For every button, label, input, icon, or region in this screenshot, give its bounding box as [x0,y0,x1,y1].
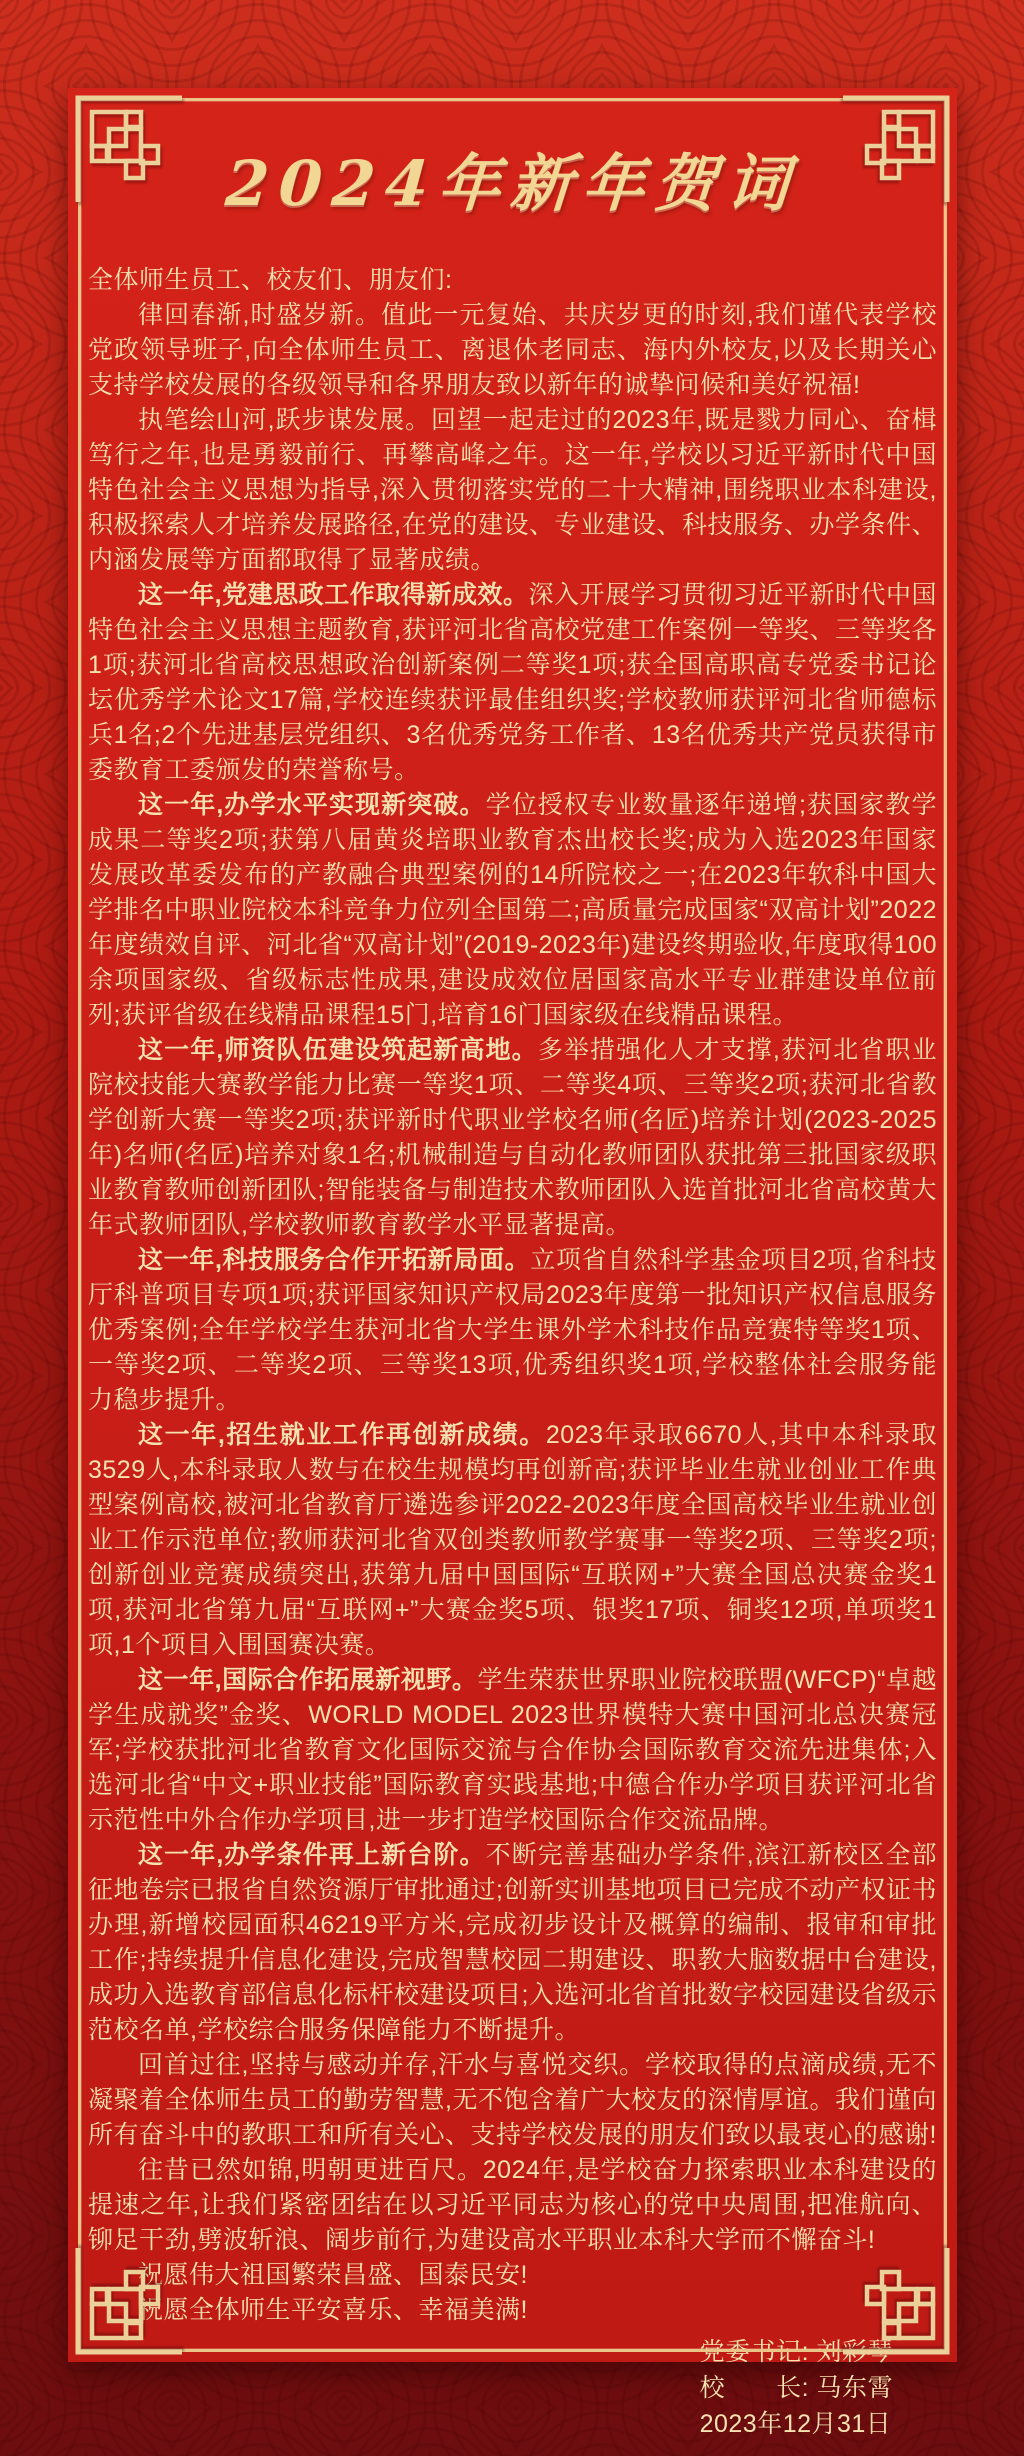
page-title: 2024年新年贺词 [223,147,801,220]
paragraph [88,1418,937,1663]
paragraph [88,1033,937,1243]
salutation: 全体师生员工、校友们、朋友们: [88,266,453,294]
paragraph-lead: 这一年,办学水平实现新突破。 [138,791,486,819]
signature-president [700,2370,893,2406]
paragraph-text: 深入开展学习贯彻习近平新时代中国特色社会主义思想主题教育,获评河北省高校党建工作案例一等奖、三等奖各1项;获河北省高校思想政治创新案例二等奖1项;获全国高职高专党委书记论坛优秀学术论文17篇,学校连续获评最佳组织奖;学校教师获评河北省师德标兵1名;2个先进基层党组织、3名优秀党务工作者、13名优秀共产党员获得市委教育工委颁发的荣誉称号。 [88,581,937,784]
paragraph-lead: 这一年,办学条件再上新台阶。 [138,1841,486,1869]
paragraph-text: 不断完善基础办学条件,滨江新校区全部征地卷宗已报省自然资源厅审批通过;创新实训基地项目已完成不动产权证书办理,新增校园面积46219平方米,完成初步设计及概算的编制、报审和审批工作;持续提升信息化建设,完成智慧校园二期建设、职教大脑数据中台建设,成功入选教育部信息化标杆校建设项目;入选河北省首批数字校园建设省级示范校名单,学校综合服务保障能力不断提升。 [88,1841,937,2044]
paragraph [88,2153,937,2258]
signature-secretary-name: 刘彩琴 [816,2338,893,2366]
paragraph [88,2048,937,2153]
greeting-card [68,88,957,2438]
paragraph-text: 立项省自然科学基金项目2项,省科技厅科普项目专项1项;获评国家知识产权局2023年度第一批知识产权信息服务优秀案例;全年学校学生获河北省大学生课外学术科技作品竞赛特等奖1项、一等奖2项、二等奖2项、三等奖13项,优秀组织奖1项,学校整体社会服务能力稳步提升。 [88,1246,937,1414]
paragraph-lead: 这一年,国际合作拓展新视野。 [138,1666,478,1694]
corner-knot-icon-bottom-right [839,2244,957,2362]
paragraph [88,2293,937,2328]
paragraph-list [88,298,937,2328]
paragraph [88,298,937,403]
paragraph [88,788,937,1033]
paragraph-text: 学位授权专业数量逐年递增;获国家教学成果二等奖2项;获第八届黄炎培职业教育杰出校长奖;成为入选2023年国家发展改革委发布的产教融合典型案例的14所院校之一;在2023年软科中国大学排名中职业院校本科竞争力位列全国第二;高质量完成国家“双高计划”2022年度绩效自评、河北省“双高计划”(2019-2023年)建设终期验收,年度取得100余项国家级、省级标志性成果,建设成效位居国家高水平专业群建设单位前列;获评省级在线精品课程15门,培育16门国家级在线精品课程。 [88,791,937,1029]
paragraph-text: 执笔绘山河,跃步谋发展。回望一起走过的2023年,既是戮力同心、奋楫笃行之年,也是勇毅前行、再攀高峰之年。这一年,学校以习近平新时代中国特色社会主义思想为指导,深入贯彻落实党的二十大精神,围绕职业本科建设,积极探索人才培养发展路径,在党的建设、专业建设、科技服务、办学条件、内涵发展等方面都取得了显著成绩。 [88,406,937,574]
paragraph-lead: 这一年,科技服务合作开拓新局面。 [138,1246,531,1274]
paragraph-text: 2023年录取6670人,其中本科录取3529人,本科录取人数与在校生规模均再创新高;获评毕业生就业创业工作典型案例高校,被河北省教育厅遴选参评2022-2023年度全国高校毕业生就业创业工作示范单位;教师获河北省双创类教师教学赛事一等奖2项、三等奖2项;创新创业竞赛成绩突出,获第九届中国国际“互联网+”大赛全国总决赛金奖1项,获河北省第九届“互联网+”大赛金奖5项、银奖17项、铜奖12项,单项奖1项,1个项目入围国赛决赛。 [88,1421,937,1659]
paragraph-text: 学生荣获世界职业院校联盟(WFCP)“卓越学生成就奖”金奖、WORLD MODEL 2023世界模特大赛中国河北总决赛冠军;学校获批河北省教育文化国际交流与合作协会国际教育交流先进集体;入选河北省“中文+职业技能”国际教育实践基地;中德合作办学项目获评河北省示范性中外合作办学项目,进一步打造学校国际合作交流品牌。 [88,1666,937,1834]
paragraph [88,1663,937,1838]
paragraph-text: 往昔已然如锦,明朝更进百尺。2024年,是学校奋力探索职业本科建设的提速之年,让我们紧密团结在以习近平同志为核心的党中央周围,把准航向、铆足干劲,劈波斩浪、阔步前行,为建设高水平职业本科大学而不懈奋斗! [88,2156,937,2254]
paragraph [88,2258,937,2293]
paragraph-text: 回首过往,坚持与感动并存,汗水与喜悦交织。学校取得的点滴成绩,无不凝聚着全体师生员工的勤劳智慧,无不饱含着广大校友的深情厚谊。我们谨向所有奋斗中的教职工和所有关心、支持学校发展的朋友们致以最衷心的感谢! [88,2051,937,2149]
signature-date: 2023年12月31日 [699,2410,892,2438]
paragraph-lead: 这一年,党建思政工作取得新成效。 [138,581,529,609]
paragraph-text: 律回春渐,时盛岁新。值此一元复始、共庆岁更的时刻,我们谨代表学校党政领导班子,向全体师生员工、离退休老同志、海内外校友,以及长期关心支持学校发展的各级领导和各界朋友致以新年的诚挚问候和美好祝福! [88,301,937,399]
paragraph-text: 祝愿伟大祖国繁荣昌盛、国泰民安! [138,2261,528,2289]
paragraph [88,403,937,578]
paragraph-text: 祝愿全体师生平安喜乐、幸福美满! [138,2296,528,2324]
corner-knot-icon-bottom-left [68,2244,186,2362]
paragraph [88,1838,937,2048]
signature-president-label: 校 长: [699,2374,810,2402]
paragraph-lead: 这一年,招生就业工作再创新成绩。 [138,1421,546,1449]
signature-president-name: 马东霄 [816,2374,893,2402]
signature-secretary-label: 党委书记: [699,2338,810,2366]
paragraph-lead: 这一年,师资队伍建设筑起新高地。 [138,1036,538,1064]
paragraph-text: 多举措强化人才支撑,获河北省职业院校技能大赛教学能力比赛一等奖1项、二等奖4项、三等奖2项;获河北省教学创新大赛一等奖2项;获评新时代职业学校名师(名匠)培养计划(2023-2025年)名师(名匠)培养对象1名;机械制造与自动化教师团队获批第三批国家级职业教育教师创新团队;智能装备与制造技术教师团队入选首批河北省高校黄大年式教师团队,学校教师教育教学水平显著提高。 [88,1036,937,1239]
paragraph [88,578,937,788]
paragraph [88,1243,937,1418]
letter-body [88,263,937,2442]
